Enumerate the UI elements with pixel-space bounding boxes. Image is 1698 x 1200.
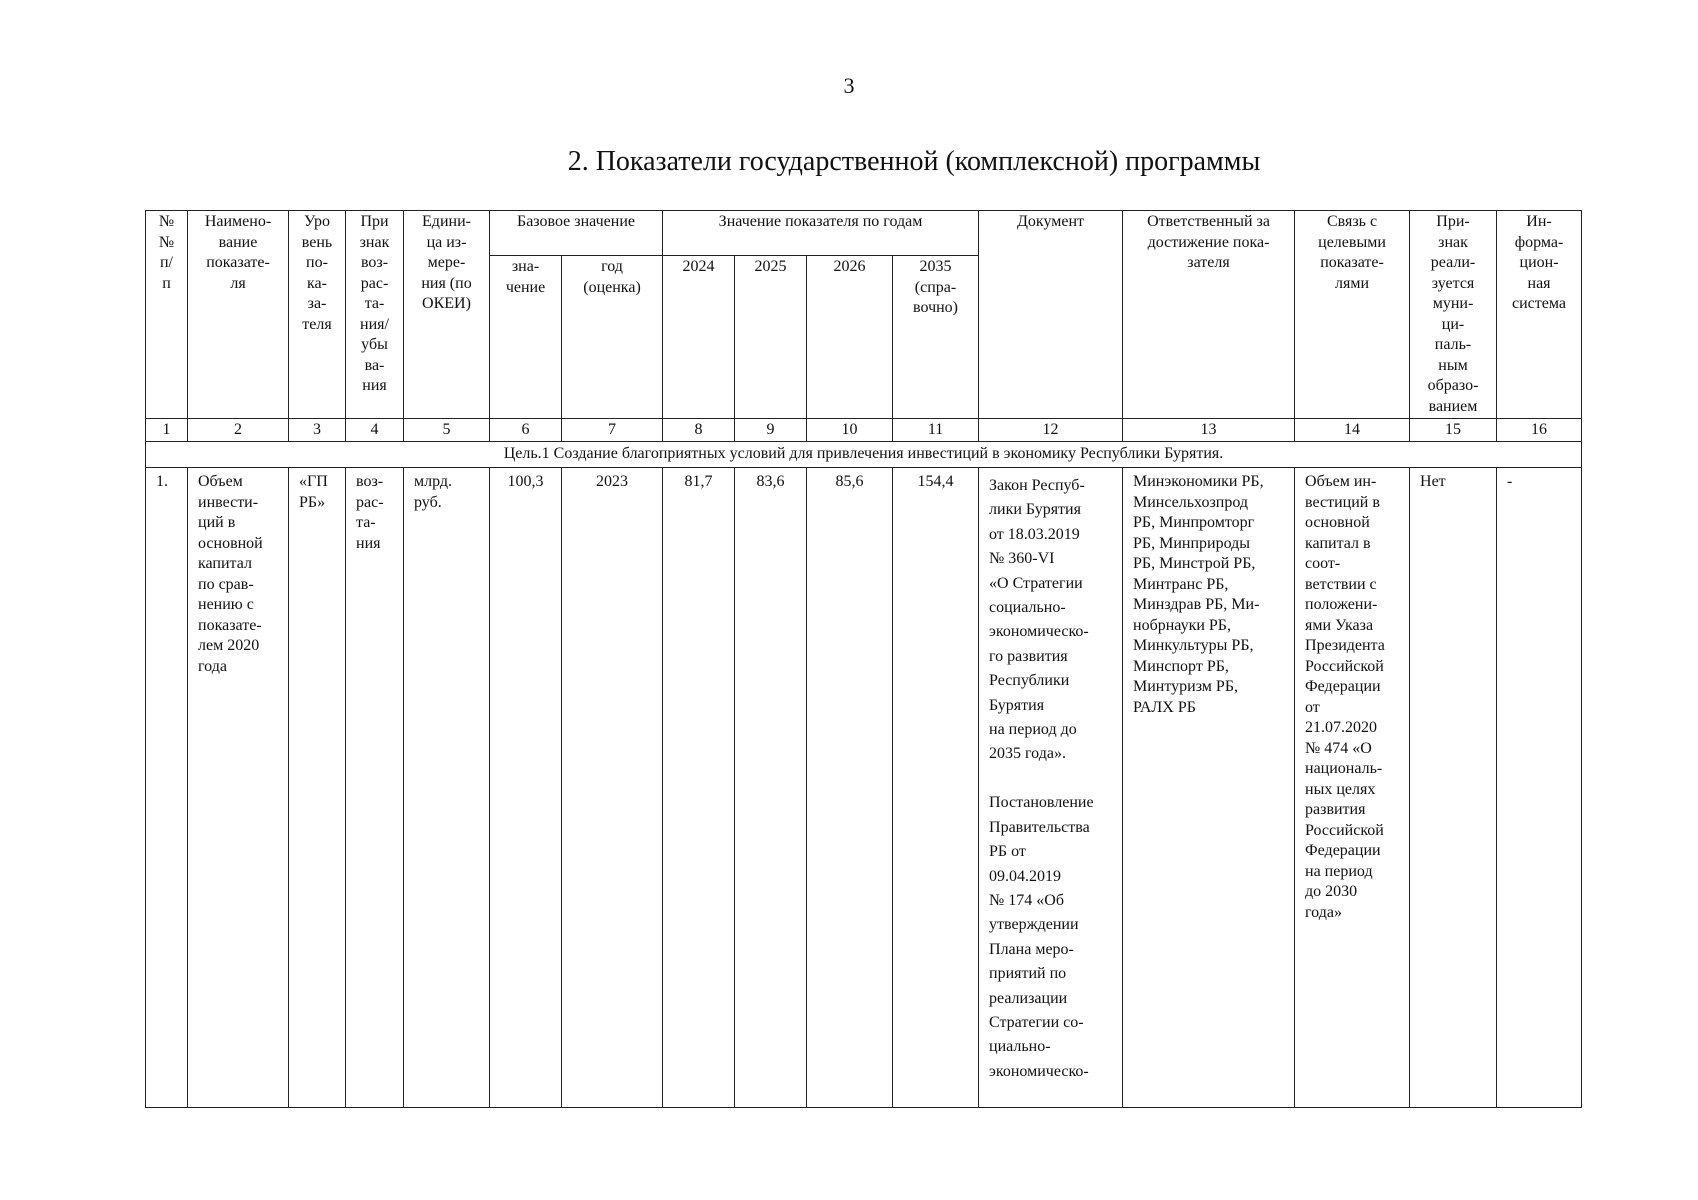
header-year-2026: 2026 [807,256,893,419]
header-base-value: зна- чение [490,256,562,419]
header-year-2035: 2035 (спра- вочно) [893,256,979,419]
table-row [146,468,1582,1108]
value-2035: 154,4 [893,468,979,1108]
header-responsible: Ответственный за достижение пока- зателя [1123,211,1295,419]
column-number: 14 [1295,419,1410,442]
header-year-2024: 2024 [663,256,735,419]
indicators-table [145,210,1582,1108]
value-2024: 81,7 [663,468,735,1108]
goal-row [146,442,1582,468]
column-number: 3 [289,419,346,442]
column-number: 10 [807,419,893,442]
column-number: 13 [1123,419,1295,442]
column-numbers-row [146,419,1582,442]
municipal-flag: Нет [1410,468,1497,1108]
column-number: 1 [146,419,188,442]
column-number: 16 [1497,419,1582,442]
indicator-name: Объем инвести- ций в основной капитал по срав- нению с показате- лем 2020 года [188,468,289,1108]
header-row-1 [146,211,1582,256]
responsible-bodies: Минэкономики РБ, Минсельхозпрод РБ, Минпромторг РБ, Минприроды РБ, Минстрой РБ, Минтранс РБ, Минздрав РБ, Ми- нобрнауки РБ, Минкультуры РБ, Минспорт РБ, Минтуризм РБ, РАЛХ РБ [1123,468,1295,1108]
header-level: Уро вень по- ка- за- теля [289,211,346,419]
target-link: Объем ин- вестиций в основной капитал в соот- ветствии с положени- ями Указа Президента Российской Федерации от 21.07.2020 № 474 «О националь- ных целях развития Российской Федерации на период до 2030 года» [1295,468,1410,1108]
header-base-year: год (оценка) [562,256,663,419]
indicator-sign: воз- рас- та- ния [346,468,404,1108]
header-year-2025: 2025 [735,256,807,419]
column-number: 6 [490,419,562,442]
column-number: 2 [188,419,289,442]
column-number: 5 [404,419,490,442]
column-number: 12 [979,419,1123,442]
base-value: 100,3 [490,468,562,1108]
header-unit: Едини- ца из- мере- ния (по ОКЕИ) [404,211,490,419]
header-name: Наимено- вание показате- ля [188,211,289,419]
row-number: 1. [146,468,188,1108]
goal-text: Цель.1 Создание благоприятных условий для привлечения инвестиций в экономику Республики Бурятия. [146,442,1582,468]
header-system: Ин- форма- цион- ная система [1497,211,1582,419]
header-num: № № п/ п [146,211,188,419]
column-number: 7 [562,419,663,442]
document-reference: Закон Респуб- лики Бурятия от 18.03.2019 № 360-VI «О Стратегии социально- экономическо- го развития Республики Бурятия на период до 2035 года». Постановление Правительства РБ от 09.04.2019 № 174 «Об утверждении Плана меро- приятий по реализации Стратегии со- циально- экономическо- [979,468,1123,1108]
indicator-level: «ГП РБ» [289,468,346,1108]
base-year: 2023 [562,468,663,1108]
column-number: 4 [346,419,404,442]
column-number: 15 [1410,419,1497,442]
header-years-group: Значение показателя по годам [663,211,979,256]
header-document: Документ [979,211,1123,419]
information-system: - [1497,468,1582,1108]
column-number: 8 [663,419,735,442]
header-sign: При знак воз- рас- та- ния/ убы ва- ния [346,211,404,419]
header-base-group: Базовое значение [490,211,663,256]
header-municipal: При- знак реали- зуется муни- ци- паль- ным образо- ванием [1410,211,1497,419]
value-2026: 85,6 [807,468,893,1108]
column-number: 11 [893,419,979,442]
header-link: Связь с целевыми показате- лями [1295,211,1410,419]
page-number: 3 [843,73,855,98]
column-number: 9 [735,419,807,442]
section-title: 2. Показатели государственной (комплексной) программы [567,146,1261,177]
indicator-unit: млрд. руб. [404,468,490,1108]
value-2025: 83,6 [735,468,807,1108]
